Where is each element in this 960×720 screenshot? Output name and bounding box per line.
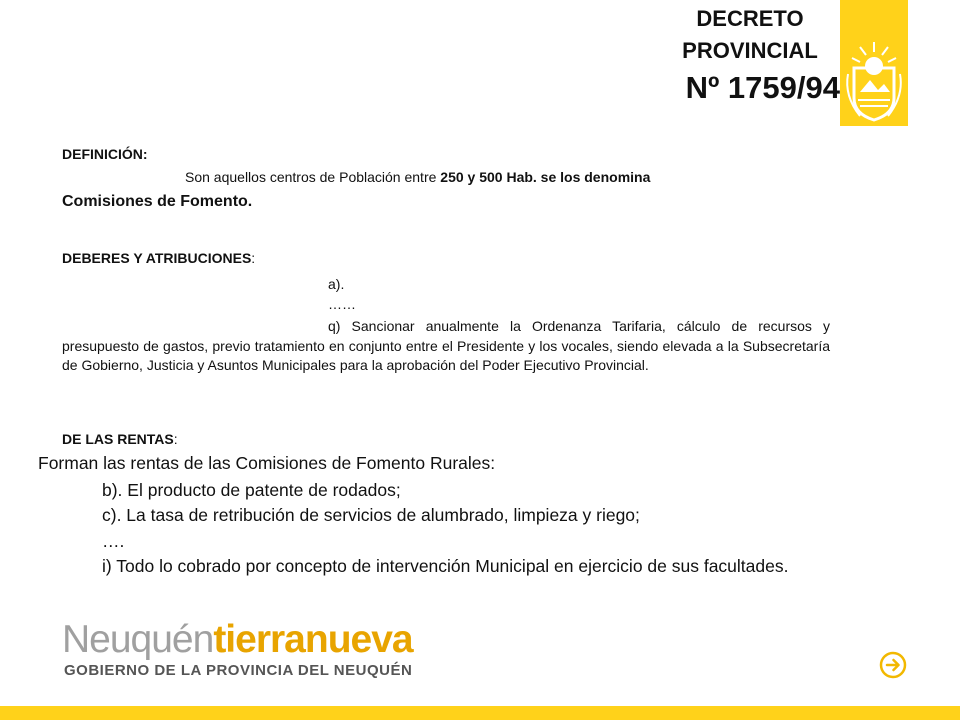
logo-word-tierra: tierra: [213, 618, 305, 661]
next-slide-button[interactable]: [878, 650, 908, 680]
rentas-item-b: b). El producto de patente de rodados;: [102, 480, 401, 500]
definicion-text-pre: Son aquellos centros de Población entre: [185, 169, 441, 185]
rentas-item-c: c). La tasa de retribución de servicios de alumbrado, limpieza y riego;: [102, 505, 640, 525]
rentas-ellipsis: ….: [102, 531, 125, 551]
deberes-heading: [62, 248, 255, 268]
neuquen-logo: [62, 618, 413, 662]
rentas-heading: [62, 429, 178, 449]
definicion-tail: Comisiones de Fomento.: [62, 193, 253, 210]
arrow-right-circle-icon: [878, 650, 908, 680]
decree-title-line1: DECRETO: [696, 6, 804, 31]
provincial-shield-icon: [840, 0, 908, 126]
rentas-item-i: i) Todo lo cobrado por concepto de intervención Municipal en ejercicio de sus facultades.: [102, 556, 789, 576]
definicion-label: DEFINICIÓN:: [62, 146, 148, 162]
deberes-item-a: a).: [328, 276, 345, 292]
decree-title-line2: PROVINCIAL: [682, 38, 818, 63]
rentas-label: DE LAS RENTAS: [62, 431, 174, 447]
definicion-text-bold: 250 y 500 Hab. se los denomina: [440, 169, 651, 185]
deberes-item-q: q) Sancionar anualmente la Ordenanza Tarifaria, cálculo de recursos y presupuesto de gastos, previo tratamiento en conjunto entre el Presidente y los vocales, siendo elevada a la Subsecretaría de Gobierno, Justicia y Asuntos Municipales para la aprobación del Poder Ejecutivo Provincial.: [62, 318, 830, 373]
logo-word-nueva: nueva: [304, 618, 413, 661]
deberes-colon: :: [251, 250, 256, 266]
deberes-ellipsis: ……: [328, 296, 356, 312]
logo-word-neuquen: Neuquén: [62, 618, 214, 661]
rentas-intro: Forman las rentas de las Comisiones de Fomento Rurales:: [38, 453, 496, 473]
decree-number: Nº 1759/94: [685, 70, 840, 105]
logo-subtitle: GOBIERNO DE LA PROVINCIA DEL NEUQUÉN: [64, 662, 413, 679]
bottom-accent-bar: [0, 706, 960, 720]
rentas-colon: :: [173, 431, 178, 447]
deberes-label: DEBERES Y ATRIBUCIONES: [62, 250, 252, 266]
definicion-text: [185, 167, 835, 187]
